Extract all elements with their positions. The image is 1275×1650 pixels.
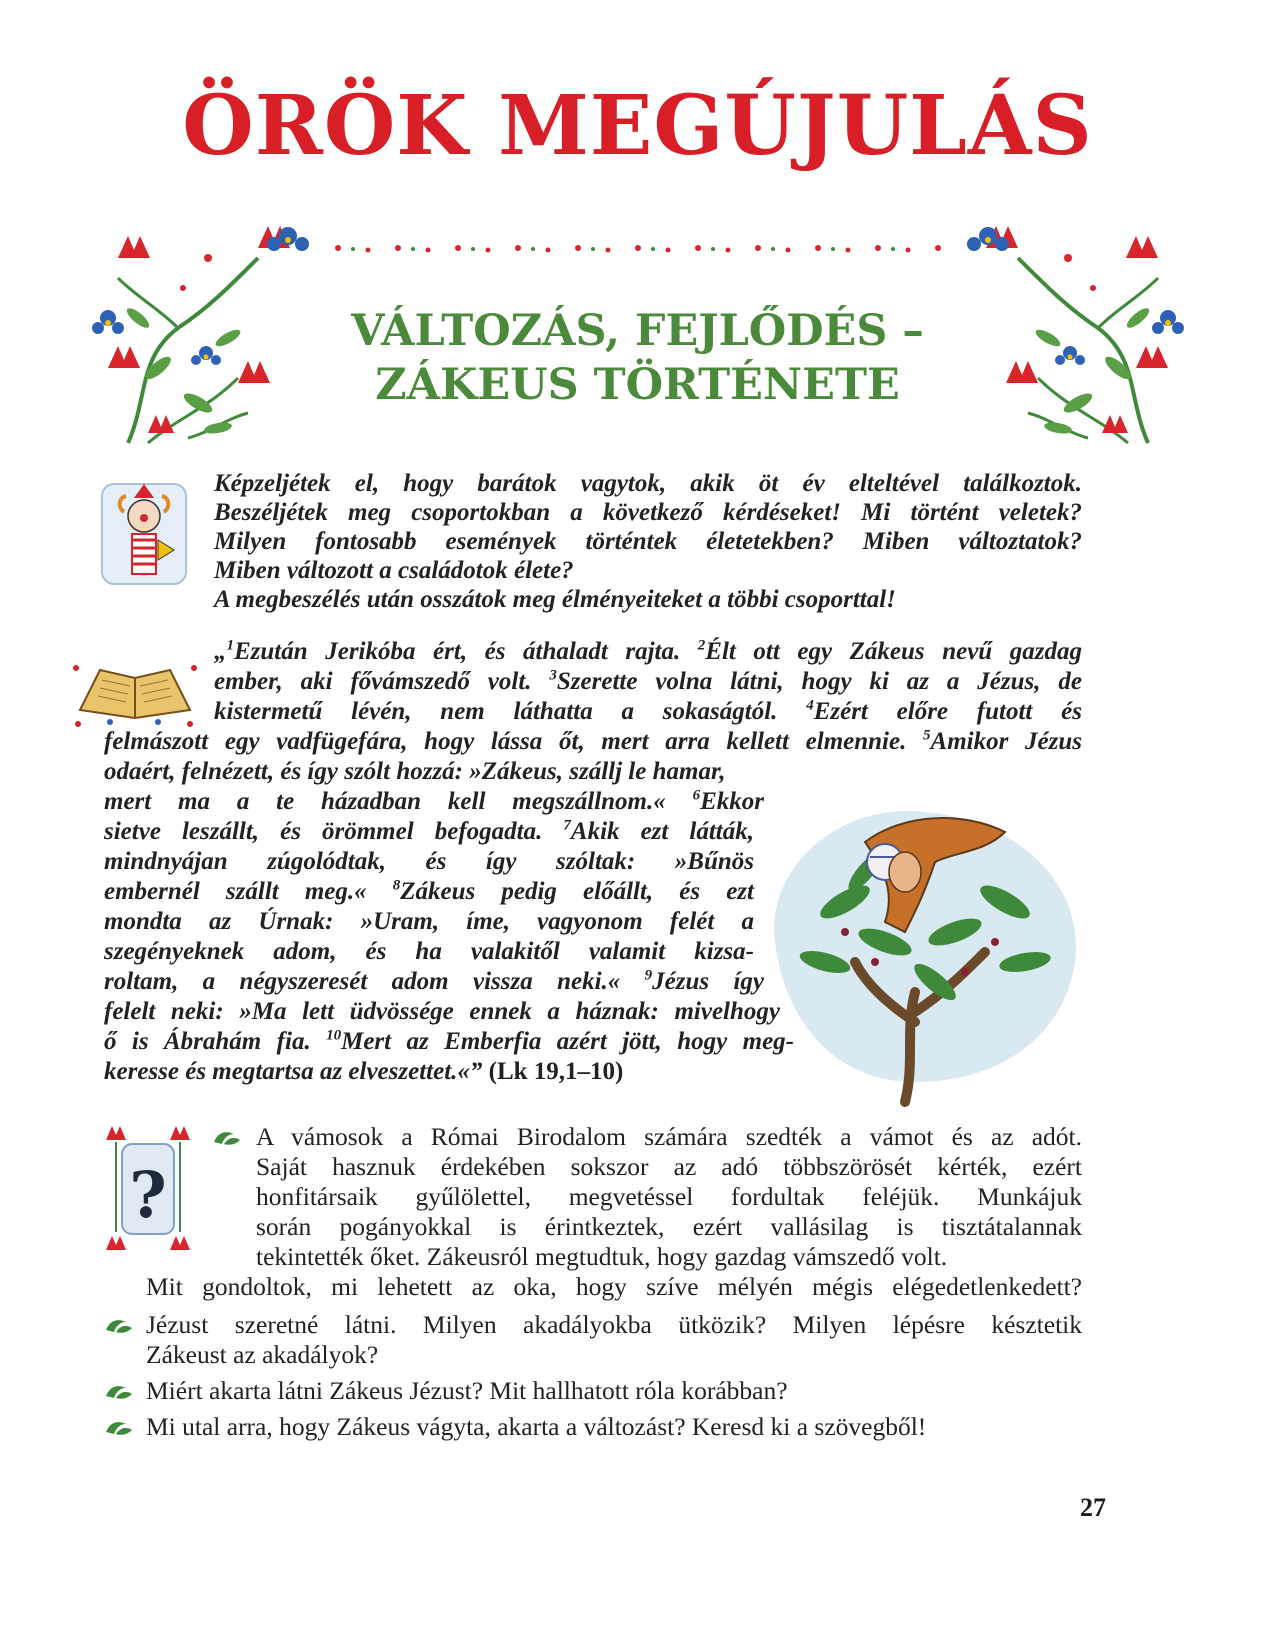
- scripture-line: mindnyájan zúgolódtak, és így szóltak: »Bűnös: [104, 848, 754, 875]
- svg-text:?: ?: [129, 1158, 167, 1233]
- scripture-line: embernél szállt meg.« $^8$Zákeus pedig előállt, és ezt: [104, 877, 754, 905]
- dotted-border: [335, 245, 941, 253]
- verse-number: 6: [692, 787, 701, 804]
- section-title-line-1: VÁLTOZÁS, FEJLŐDÉS –: [351, 306, 924, 356]
- verse-number: 1: [226, 637, 234, 654]
- question-mark-icon: [100, 1122, 196, 1252]
- question-line: Mit gondoltok, mi lehetett az oka, hogy szíve mélyén mégis elégedetlenkedett?: [146, 1272, 1082, 1301]
- bible-reference: (Lk 19,1–10): [482, 1058, 624, 1085]
- intro-line: Miben változott a családotok élete?: [214, 557, 574, 584]
- question-line: A vámosok a Római Birodalom számára szedték a vámot és az adót.: [256, 1122, 1082, 1151]
- question-line: Saját hasznuk érdekében sokszor az adó többszörösét kérték, ezért: [256, 1152, 1082, 1181]
- scripture-line: felmászott egy vadfügefára, hogy lássa őt, mert arra kellett elmennie. $^5$Amikor Jézus: [104, 727, 1082, 755]
- verse-number: 9: [644, 967, 653, 984]
- clown-toy-icon: [96, 478, 192, 590]
- page-number: 27: [1080, 1493, 1106, 1522]
- question-line: honfitársaik gyűlölettel, megvetéssel fordultak feléjük. Munkájuk: [256, 1182, 1082, 1211]
- section-title-line-2: ZÁKEUS TÖRTÉNETE: [375, 360, 900, 410]
- intro-line: Képzeljétek el, hogy barátok vagytok, akik öt év elteltével találkoztok.: [214, 470, 1082, 497]
- scripture-line: ő is Ábrahám fia. $^{10}$Mert az Emberfia azért jött, hogy meg-: [104, 1027, 794, 1055]
- leaf-bullet-icon: [104, 1382, 134, 1402]
- leaf-bullet-icon: [104, 1418, 134, 1438]
- zacchaeus-in-tree-illustration: [755, 782, 1095, 1112]
- leaf-bullet-icon: [104, 1316, 134, 1336]
- verse-number: 2: [697, 637, 706, 654]
- question-line: Jézust szeretné látni. Milyen akadályokba ütközik? Milyen lépésre késztetik: [146, 1310, 1082, 1339]
- verse-number: 10: [326, 1027, 342, 1044]
- scripture-line: szegényeknek adom, és ha valakitől valamit kizsa-: [104, 938, 754, 965]
- list-item: [212, 1122, 248, 1152]
- scripture-line: mert ma a te házadban kell megszállnom.« $^6$Ekkor: [104, 787, 764, 815]
- verse-number: 7: [563, 817, 571, 834]
- scripture-line: keresse és megtartsa az elveszettet.«” (Lk 19,1–10): [104, 1058, 624, 1085]
- question-line: Mi utal arra, hogy Zákeus vágyta, akarta a változást? Keresd ki a szövegből!: [146, 1412, 927, 1441]
- scripture-line: roltam, a négyszeresét adom vissza neki.« $^9$Jézus így: [104, 967, 765, 995]
- list-item: [104, 1376, 140, 1406]
- leaf-bullet-icon: [212, 1128, 242, 1148]
- question-line: során pogányokkal is érintkeztek, ezért vallásilag is tisztátalannak: [256, 1212, 1082, 1241]
- scripture-line: felelt neki: »Ma lett üdvössége ennek a háznak: mivelhogy: [104, 998, 780, 1025]
- section-title: [260, 304, 1015, 412]
- question-line: tekintették őket. Zákeusról megtudtuk, hogy gazdag vámszedő volt.: [256, 1242, 948, 1271]
- page-title: ÖRÖK MEGÚJULÁS: [182, 78, 1093, 174]
- question-line: Zákeust az akadályok?: [146, 1340, 379, 1369]
- scripture-line: ember, aki fővámszedő volt. $^3$Szerette volna látni, hogy ki az a Jézus, de: [214, 667, 1082, 695]
- verse-number: 8: [392, 877, 401, 894]
- intro-line: Milyen fontosabb események történtek életetekben? Miben változtatok?: [214, 528, 1082, 555]
- intro-line: Beszéljétek meg csoportokban a következő kérdéseket! Mi történt veletek?: [214, 499, 1082, 526]
- verse-number: 3: [549, 667, 557, 684]
- verse-number: 5: [923, 727, 931, 744]
- scripture-line: „$^1$Ezután Jerikóba ért, és áthaladt rajta. $^2$Élt ott egy Zákeus nevű gazdag: [214, 637, 1082, 665]
- scripture-line: sietve leszállt, és örömmel befogadta. $^7$Akik ezt látták,: [104, 817, 755, 845]
- open-book-icon: [70, 648, 200, 728]
- list-item: [104, 1412, 140, 1442]
- question-line: Miért akarta látni Zákeus Jézust? Mit hallhatott róla korábban?: [146, 1376, 788, 1405]
- scripture-line: odaért, felnézett, és így szólt hozzá: »Zákeus, szállj le hamar,: [104, 758, 726, 785]
- intro-line: A megbeszélés után osszátok meg élményeiteket a többi csoporttal!: [214, 586, 896, 613]
- scripture-line: kistermetű lévén, nem láthatta a sokaságtól. $^4$Ezért előre futott és: [214, 697, 1082, 725]
- list-item: [104, 1310, 140, 1340]
- scripture-line: mondta az Úrnak: »Uram, íme, vagyonom felét a: [104, 908, 754, 935]
- verse-number: 4: [806, 697, 814, 714]
